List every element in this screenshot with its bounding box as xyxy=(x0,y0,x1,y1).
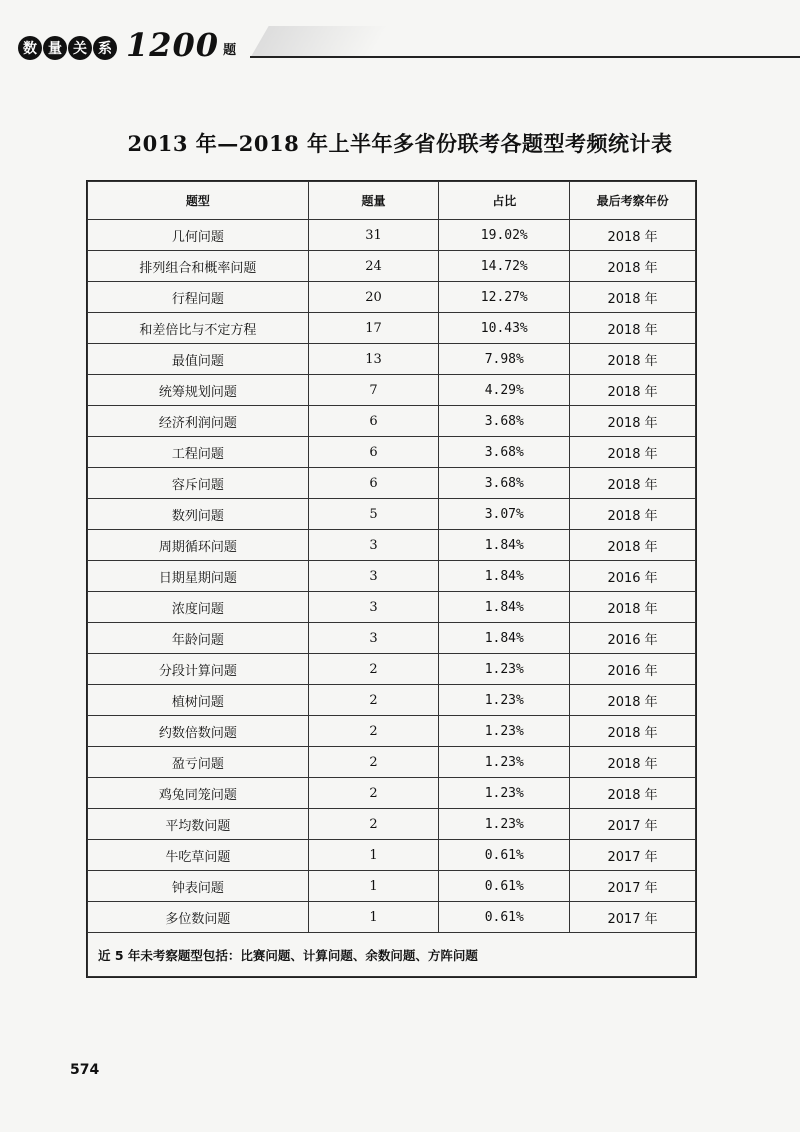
cell-count: 3 xyxy=(308,561,439,592)
cell-ratio: 3.07% xyxy=(439,499,570,530)
cell-count: 31 xyxy=(308,220,439,251)
brand-circles xyxy=(18,36,118,60)
cell-ratio: 0.61% xyxy=(439,871,570,902)
cell-last-year: 2018 年 xyxy=(570,251,696,282)
cell-count: 7 xyxy=(308,375,439,406)
table-row xyxy=(88,313,696,344)
page-number: 574 xyxy=(70,1062,100,1078)
table-row xyxy=(88,282,696,313)
cell-count: 6 xyxy=(308,468,439,499)
cell-ratio: 12.27% xyxy=(439,282,570,313)
cell-ratio: 1.23% xyxy=(439,654,570,685)
brand-char: 数 xyxy=(18,36,42,60)
cell-ratio: 0.61% xyxy=(439,840,570,871)
table-row xyxy=(88,499,696,530)
cell-type: 年龄问题 xyxy=(88,623,309,654)
table-row xyxy=(88,375,696,406)
cell-ratio: 3.68% xyxy=(439,468,570,499)
cell-type: 分段计算问题 xyxy=(88,654,309,685)
stats-table xyxy=(87,181,696,977)
brand-char: 系 xyxy=(93,36,117,60)
cell-last-year: 2016 年 xyxy=(570,654,696,685)
cell-last-year: 2018 年 xyxy=(570,716,696,747)
cell-count: 2 xyxy=(308,685,439,716)
table-row xyxy=(88,530,696,561)
cell-count: 17 xyxy=(308,313,439,344)
cell-last-year: 2017 年 xyxy=(570,840,696,871)
table-row xyxy=(88,747,696,778)
table-header-row xyxy=(88,182,696,220)
cell-last-year: 2018 年 xyxy=(570,530,696,561)
cell-count: 2 xyxy=(308,654,439,685)
header-rule xyxy=(250,56,800,58)
table-row xyxy=(88,437,696,468)
cell-last-year: 2018 年 xyxy=(570,375,696,406)
cell-count: 3 xyxy=(308,530,439,561)
cell-type: 统筹规划问题 xyxy=(88,375,309,406)
cell-ratio: 7.98% xyxy=(439,344,570,375)
table-note: 近 5 年未考察题型包括：比赛问题、计算问题、余数问题、方阵问题 xyxy=(88,933,696,977)
brand-number: 1200 xyxy=(126,26,220,64)
cell-count: 2 xyxy=(308,778,439,809)
cell-type: 多位数问题 xyxy=(88,902,309,933)
column-header-type: 题型 xyxy=(88,182,309,220)
column-header-ratio: 占比 xyxy=(439,182,570,220)
cell-count: 1 xyxy=(308,840,439,871)
cell-type: 植树问题 xyxy=(88,685,309,716)
table-row xyxy=(88,809,696,840)
cell-last-year: 2018 年 xyxy=(570,468,696,499)
cell-type: 最值问题 xyxy=(88,344,309,375)
cell-type: 工程问题 xyxy=(88,437,309,468)
cell-ratio: 1.23% xyxy=(439,747,570,778)
cell-type: 盈亏问题 xyxy=(88,747,309,778)
cell-ratio: 3.68% xyxy=(439,437,570,468)
cell-last-year: 2018 年 xyxy=(570,437,696,468)
table-row xyxy=(88,840,696,871)
cell-ratio: 0.61% xyxy=(439,902,570,933)
cell-type: 钟表问题 xyxy=(88,871,309,902)
table-body xyxy=(88,220,696,933)
table-row xyxy=(88,871,696,902)
table-row xyxy=(88,778,696,809)
cell-count: 24 xyxy=(308,251,439,282)
cell-last-year: 2018 年 xyxy=(570,747,696,778)
cell-count: 3 xyxy=(308,623,439,654)
cell-count: 6 xyxy=(308,406,439,437)
cell-last-year: 2018 年 xyxy=(570,406,696,437)
table-row xyxy=(88,685,696,716)
cell-count: 3 xyxy=(308,592,439,623)
brand-char: 量 xyxy=(43,36,67,60)
cell-type: 经济利润问题 xyxy=(88,406,309,437)
cell-last-year: 2016 年 xyxy=(570,623,696,654)
cell-type: 周期循环问题 xyxy=(88,530,309,561)
cell-ratio: 1.23% xyxy=(439,778,570,809)
cell-count: 5 xyxy=(308,499,439,530)
table-row xyxy=(88,561,696,592)
cell-type: 行程问题 xyxy=(88,282,309,313)
cell-ratio: 19.02% xyxy=(439,220,570,251)
cell-type: 日期星期问题 xyxy=(88,561,309,592)
cell-count: 2 xyxy=(308,747,439,778)
cell-type: 数列问题 xyxy=(88,499,309,530)
cell-count: 13 xyxy=(308,344,439,375)
cell-count: 2 xyxy=(308,716,439,747)
book-brand xyxy=(18,26,237,64)
table-row xyxy=(88,716,696,747)
table-row xyxy=(88,251,696,282)
cell-count: 1 xyxy=(308,902,439,933)
cell-type: 和差倍比与不定方程 xyxy=(88,313,309,344)
table-row xyxy=(88,623,696,654)
cell-last-year: 2018 年 xyxy=(570,344,696,375)
cell-ratio: 4.29% xyxy=(439,375,570,406)
cell-ratio: 1.84% xyxy=(439,561,570,592)
cell-type: 几何问题 xyxy=(88,220,309,251)
cell-ratio: 1.23% xyxy=(439,716,570,747)
cell-last-year: 2017 年 xyxy=(570,809,696,840)
column-header-last-year: 最后考察年份 xyxy=(570,182,696,220)
table-row xyxy=(88,902,696,933)
table-row xyxy=(88,592,696,623)
cell-ratio: 1.23% xyxy=(439,809,570,840)
brand-char: 关 xyxy=(68,36,92,60)
cell-ratio: 1.84% xyxy=(439,592,570,623)
stats-table-container xyxy=(86,180,697,978)
cell-last-year: 2018 年 xyxy=(570,220,696,251)
table-row xyxy=(88,654,696,685)
cell-type: 牛吃草问题 xyxy=(88,840,309,871)
cell-ratio: 1.84% xyxy=(439,623,570,654)
cell-ratio: 1.23% xyxy=(439,685,570,716)
page-title: 2013 年—2018 年上半年多省份联考各题型考频统计表 xyxy=(127,131,673,156)
cell-type: 容斥问题 xyxy=(88,468,309,499)
table-row xyxy=(88,406,696,437)
cell-type: 鸡兔同笼问题 xyxy=(88,778,309,809)
cell-ratio: 1.84% xyxy=(439,530,570,561)
cell-last-year: 2018 年 xyxy=(570,685,696,716)
cell-count: 20 xyxy=(308,282,439,313)
cell-last-year: 2018 年 xyxy=(570,778,696,809)
table-row xyxy=(88,468,696,499)
cell-last-year: 2018 年 xyxy=(570,282,696,313)
cell-last-year: 2018 年 xyxy=(570,592,696,623)
cell-ratio: 3.68% xyxy=(439,406,570,437)
cell-count: 2 xyxy=(308,809,439,840)
cell-type: 约数倍数问题 xyxy=(88,716,309,747)
cell-last-year: 2017 年 xyxy=(570,902,696,933)
page-header xyxy=(10,26,800,66)
cell-count: 6 xyxy=(308,437,439,468)
table-row xyxy=(88,344,696,375)
header-decoration xyxy=(251,26,388,56)
cell-ratio: 14.72% xyxy=(439,251,570,282)
cell-type: 浓度问题 xyxy=(88,592,309,623)
cell-type: 平均数问题 xyxy=(88,809,309,840)
cell-last-year: 2018 年 xyxy=(570,499,696,530)
brand-suffix: 题 xyxy=(223,43,237,58)
cell-last-year: 2018 年 xyxy=(570,313,696,344)
table-note-row xyxy=(88,933,696,977)
table-row xyxy=(88,220,696,251)
cell-ratio: 10.43% xyxy=(439,313,570,344)
column-header-count: 题量 xyxy=(308,182,439,220)
cell-last-year: 2016 年 xyxy=(570,561,696,592)
cell-count: 1 xyxy=(308,871,439,902)
cell-last-year: 2017 年 xyxy=(570,871,696,902)
cell-type: 排列组合和概率问题 xyxy=(88,251,309,282)
